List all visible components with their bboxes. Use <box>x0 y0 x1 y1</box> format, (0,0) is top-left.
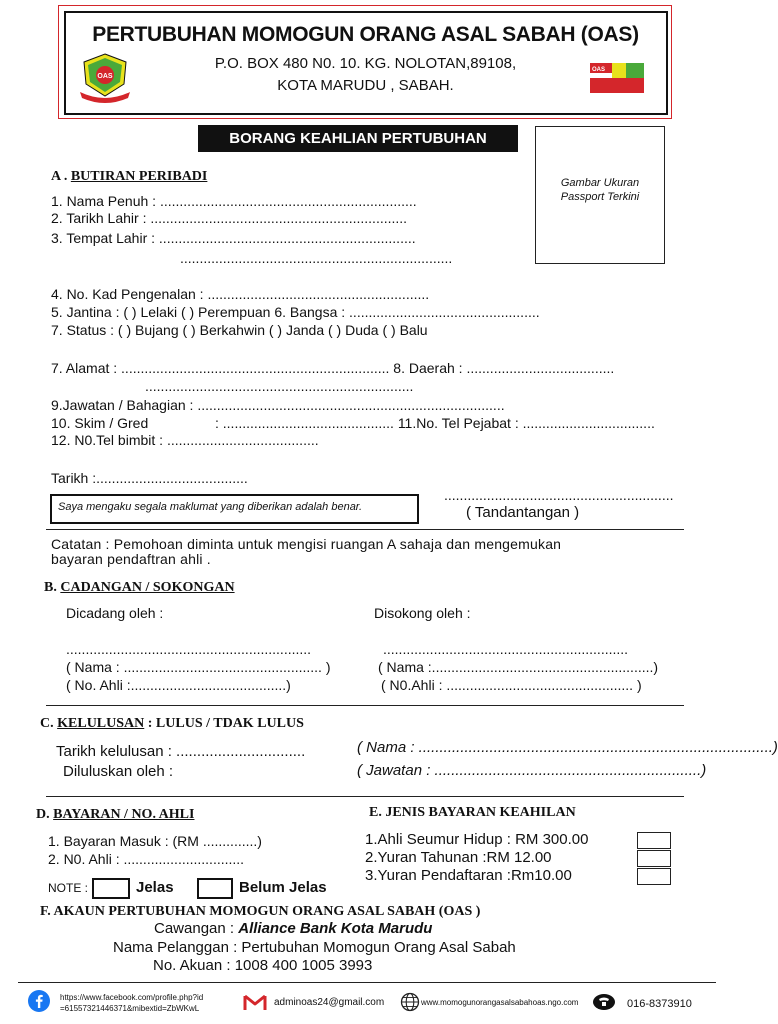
signature-line[interactable]: ........................................................... <box>444 487 674 503</box>
field-tarikh[interactable]: Tarikh :....................................... <box>51 470 248 486</box>
section-c-heading: C. KELULUSAN : LULUS / TDAK LULUS <box>40 716 304 731</box>
field-diluluskan-oleh: Diluluskan oleh : <box>63 763 174 780</box>
field-jawatan[interactable]: 9.Jawatan / Bahagian : ............................................................................... <box>51 397 505 413</box>
svg-text:OAS: OAS <box>592 67 606 73</box>
jenis-bayaran-yuran-tahunan: 2.Yuran Tahunan :RM 12.00 <box>365 849 552 866</box>
section-e-heading: E. JENIS BAYARAN KEAHILAN <box>369 805 576 820</box>
disokong-nama[interactable]: ( Nama :.........................................................) <box>378 659 659 675</box>
field-alamat-cont[interactable]: ..................................................................... <box>145 378 414 394</box>
jenis-bayaran-ahli-seumur-hidup: 1.Ahli Seumur Hidup : RM 300.00 <box>365 831 589 848</box>
field-alamat-daerah[interactable]: 7. Alamat : ..................................................................... 8. Daerah : ...................................... <box>51 360 615 376</box>
dicadang-no-ahli[interactable]: ( No. Ahli :........................................) <box>66 677 291 693</box>
field-no-ahli[interactable]: 2. N0. Ahli : ............................... <box>48 851 245 867</box>
signature-label: ( Tandantangan ) <box>466 504 580 521</box>
declaration-text: Saya mengaku segala maklumat yang diberikan adalah benar. <box>58 501 363 513</box>
dicadang-label: Dicadang oleh : <box>66 605 164 621</box>
passport-photo-label: Gambar Ukuran Passport Terkini <box>560 177 640 203</box>
field-tel-bimbit[interactable]: 12. N0.Tel bimbit : ....................................... <box>51 432 319 448</box>
email-link[interactable]: adminoas24@gmail.com <box>274 997 385 1008</box>
jelas-label: Jelas <box>136 879 174 896</box>
svg-text:OAS: OAS <box>97 73 113 80</box>
field-kelulusan-jawatan[interactable]: ( Jawatan : ................................................................) <box>357 762 707 779</box>
phone-number[interactable]: 016-8373910 <box>627 998 692 1010</box>
footer-divider <box>18 982 716 983</box>
divider-b <box>46 705 684 706</box>
gmail-icon <box>243 994 267 1012</box>
section-b-heading: B. CADANGAN / SOKONGAN <box>44 580 235 595</box>
catatan-line-1: Catatan : Pemohoan diminta untuk mengisi ruangan A sahaja dan mengemukan <box>51 536 562 552</box>
field-nama-penuh[interactable]: 1. Nama Penuh : .................................................................. <box>51 193 417 209</box>
divider-c <box>46 796 684 797</box>
section-a-heading: A . BUTIRAN PERIBADI <box>51 169 208 184</box>
globe-icon <box>400 992 420 1012</box>
address-line-2: KOTA MARUDU , SABAH. <box>277 77 454 94</box>
address-line-1: P.O. BOX 480 N0. 10. KG. NOLOTAN,89108, <box>214 55 517 72</box>
section-d-heading: D. BAYARAN / NO. AHLI <box>36 807 195 822</box>
field-tempat-lahir-cont[interactable]: ...................................................................... <box>180 250 453 266</box>
website-link[interactable]: www.momogunorangasalsabahoas.ngo.com <box>421 998 579 1007</box>
facebook-link-line1[interactable]: https://www.facebook.com/profile.php?id <box>60 993 204 1002</box>
divider-a <box>46 529 684 530</box>
belum-jelas-checkbox[interactable] <box>197 878 233 899</box>
field-skim-tel-pejabat[interactable]: : ............................................ 11.No. Tel Pejabat : .................................. <box>215 415 655 431</box>
checkbox-yuran-tahunan[interactable] <box>637 850 671 867</box>
org-name: PERTUBUHAN MOMOGUN ORANG ASAL SABAH (OAS) <box>92 23 639 46</box>
nama-pelanggan: Nama Pelanggan : Pertubuhan Momogun Orang Asal Sabah <box>113 939 516 956</box>
disokong-no-ahli[interactable]: ( N0.Ahli : ................................................ ) <box>381 677 642 693</box>
cawangan-label: Cawangan : <box>154 920 235 937</box>
field-kelulusan-nama[interactable]: ( Nama : .....................................................................................) <box>357 739 778 756</box>
disokong-signature-line[interactable]: ............................................................... <box>383 641 629 657</box>
field-bayaran-masuk[interactable]: 1. Bayaran Masuk : (RM ..............) <box>48 833 262 849</box>
cawangan-row <box>154 920 432 937</box>
oas-flag <box>590 63 644 93</box>
phone-icon <box>592 993 616 1011</box>
oas-logo <box>76 50 134 102</box>
jelas-checkbox[interactable] <box>92 878 130 899</box>
catatan-line-2: bayaran pendaftran ahli . <box>51 551 211 567</box>
field-tempat-lahir[interactable]: 3. Tempat Lahir : .................................................................. <box>51 230 416 246</box>
field-kad-pengenalan[interactable]: 4. No. Kad Pengenalan : ......................................................... <box>51 286 430 302</box>
dicadang-signature-line[interactable]: ............................................................... <box>66 641 312 657</box>
field-status[interactable]: 7. Status : ( ) Bujang ( ) Berkahwin ( ) Janda ( ) Duda ( ) Balu <box>51 322 428 338</box>
checkbox-ahli-seumur-hidup[interactable] <box>637 832 671 849</box>
field-tarikh-kelulusan[interactable]: Tarikh kelulusan : ............................... <box>56 743 306 760</box>
section-f-heading: F. AKAUN PERTUBUHAN MOMOGUN ORANG ASAL SABAH (OAS ) <box>40 904 481 919</box>
field-jantina-bangsa[interactable]: 5. Jantina : ( ) Lelaki ( ) Perempuan 6. Bangsa : ................................................. <box>51 304 540 320</box>
cawangan-value: Alliance Bank Kota Marudu <box>238 920 433 937</box>
checkbox-yuran-pendaftaran[interactable] <box>637 868 671 885</box>
belum-jelas-label: Belum Jelas <box>239 879 327 896</box>
note-label: NOTE : <box>48 881 89 895</box>
field-skim-label: 10. Skim / Gred <box>51 415 149 431</box>
dicadang-nama[interactable]: ( Nama : ................................................... ) <box>66 659 331 675</box>
form-title: BORANG KEAHLIAN PERTUBUHAN <box>198 125 518 152</box>
jenis-bayaran-yuran-pendaftaran: 3.Yuran Pendaftaran :Rm10.00 <box>365 867 572 884</box>
disokong-label: Disokong oleh : <box>374 605 471 621</box>
no-akaun: No. Akuan : 1008 400 1005 3993 <box>153 957 373 974</box>
facebook-link-line2[interactable]: =61557321446371&mibextid=ZbWKwL <box>60 1004 200 1013</box>
field-tarikh-lahir[interactable]: 2. Tarikh Lahir : .................................................................. <box>51 210 408 226</box>
facebook-icon <box>28 990 50 1012</box>
